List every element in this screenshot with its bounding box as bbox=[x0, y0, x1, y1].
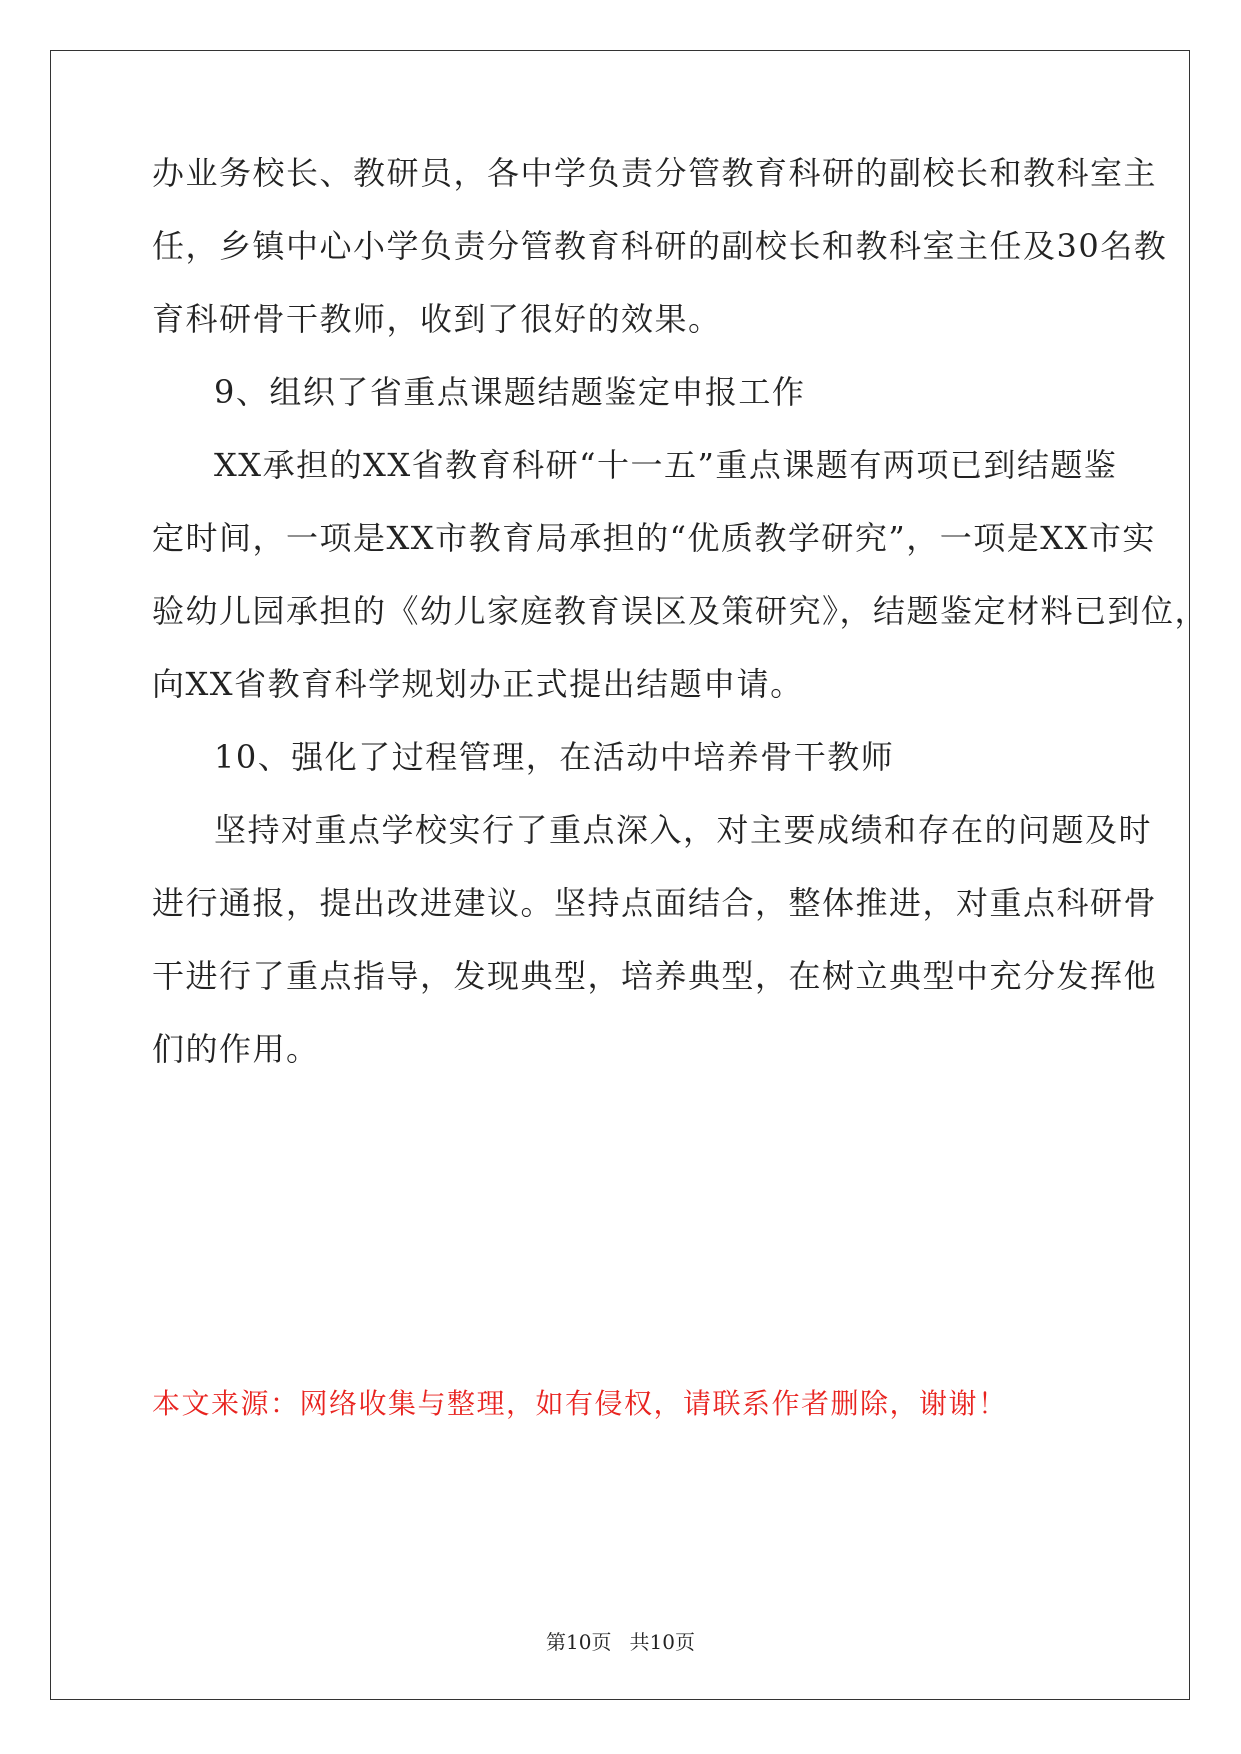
source-disclaimer: 本文来源：网络收集与整理，如有侵权，请联系作者删除，谢谢！ bbox=[152, 1387, 1008, 1420]
paragraph-3-line-4: 们的作用。 bbox=[152, 1030, 320, 1068]
paragraph-3-line-1: 坚持对重点学校实行了重点深入，对主要成绩和存在的问题及时 bbox=[214, 811, 1153, 849]
paragraph-2-line-1: XX承担的XX省教育科研“十一五”重点课题有两项已到结题鉴 bbox=[214, 446, 1118, 484]
page-number-current: 第10页 bbox=[546, 1630, 612, 1654]
paragraph-2-line-2: 定时间，一项是XX市教育局承担的“优质教学研究”，一项是XX市实 bbox=[152, 519, 1156, 557]
section-heading-9: 9、组织了省重点课题结题鉴定申报工作 bbox=[214, 373, 806, 411]
paragraph-3-line-3: 干进行了重点指导，发现典型，培养典型，在树立典型中充分发挥他 bbox=[152, 957, 1158, 995]
paragraph-2-line-4: 向XX省教育科学规划办正式提出结题申请。 bbox=[152, 665, 804, 703]
paragraph-2-line-3: 验幼儿园承担的《幼儿家庭教育误区及策研究》，结题鉴定材料已到位， bbox=[152, 592, 1209, 630]
page-border bbox=[50, 50, 1190, 1700]
page-footer bbox=[0, 1629, 1241, 1655]
page-number-total: 共10页 bbox=[629, 1630, 695, 1654]
paragraph-1-line-3: 育科研骨干教师，收到了很好的效果。 bbox=[152, 300, 722, 338]
paragraph-1-line-2: 任，乡镇中心小学负责分管教育科研的副校长和教科室主任及30名教 bbox=[152, 227, 1168, 265]
paragraph-1-line-1: 办业务校长、教研员，各中学负责分管教育科研的副校长和教科室主 bbox=[152, 154, 1158, 192]
section-heading-10: 10、强化了过程管理，在活动中培养骨干教师 bbox=[214, 738, 895, 776]
paragraph-3-line-2: 进行通报，提出改进建议。坚持点面结合，整体推进，对重点科研骨 bbox=[152, 884, 1158, 922]
